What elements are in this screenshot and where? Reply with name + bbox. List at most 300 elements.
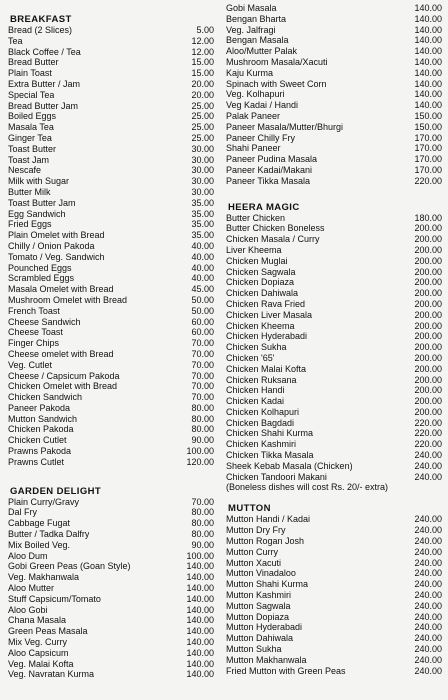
menu-item-price: 70.00 <box>191 338 214 349</box>
menu-item <box>8 219 214 230</box>
heera-magic-items <box>226 213 442 483</box>
menu-item-name: Plain Curry/Gravy <box>8 496 80 507</box>
menu-item <box>8 47 214 58</box>
menu-item <box>8 317 214 328</box>
menu-item <box>226 644 442 655</box>
menu-item-price: 140.00 <box>186 604 214 615</box>
menu-item-name: Mutton Sagwala <box>226 600 291 611</box>
menu-item <box>226 375 442 386</box>
menu-item <box>8 349 214 360</box>
menu-item-name: Veg. Navratan Kurma <box>8 669 95 680</box>
menu-item <box>8 338 214 349</box>
menu-item <box>8 273 214 284</box>
menu-item-name: Butter Milk <box>8 186 51 197</box>
menu-item-name: Mushroom Masala/Xacuti <box>226 56 328 67</box>
menu-item <box>226 165 442 176</box>
menu-item-price: 30.00 <box>191 176 214 187</box>
menu-item-price: 140.00 <box>186 637 214 648</box>
menu-item <box>226 46 442 57</box>
menu-item <box>226 612 442 623</box>
menu-item-price: 200.00 <box>414 396 442 407</box>
menu-item-name: Kaju Kurma <box>226 67 274 78</box>
menu-item-name: Mutton Kashmiri <box>226 590 292 601</box>
menu-item-price: 140.00 <box>186 647 214 658</box>
menu-item-name: Paneer Pakoda <box>8 402 71 413</box>
menu-item <box>226 267 442 278</box>
menu-item-price: 30.00 <box>191 165 214 176</box>
menu-item <box>226 256 442 267</box>
menu-item <box>226 234 442 245</box>
menu-item-price: 40.00 <box>191 262 214 273</box>
menu-item-name: Nescafe <box>8 165 42 176</box>
menu-item-name: Paneer Pudina Masala <box>226 154 318 165</box>
menu-item-name: Bread (2 Slices) <box>8 25 73 35</box>
menu-item <box>8 155 214 166</box>
menu-item-price: 240.00 <box>414 665 442 676</box>
menu-item-price: 150.00 <box>414 121 442 132</box>
menu-item-price: 15.00 <box>191 57 214 68</box>
menu-item-price: 140.00 <box>186 669 214 680</box>
menu-item-price: 40.00 <box>191 273 214 284</box>
menu-item-price: 140.00 <box>414 24 442 35</box>
menu-item-price: 170.00 <box>414 132 442 143</box>
menu-item <box>8 605 214 616</box>
menu-item <box>8 176 214 187</box>
menu-item <box>8 68 214 79</box>
menu-item-price: 60.00 <box>191 327 214 338</box>
menu-item <box>8 79 214 90</box>
menu-item <box>8 36 214 47</box>
menu-item-name: Bread Butter Jam <box>8 100 79 111</box>
menu-item <box>8 25 214 36</box>
menu-item <box>226 57 442 68</box>
menu-item-name: Mutton Makhanwala <box>226 654 307 665</box>
garden-delight-items <box>8 497 214 681</box>
menu-item-price: 60.00 <box>191 316 214 327</box>
menu-item-name: Aloo Dum <box>8 550 48 561</box>
menu-item-price: 25.00 <box>191 100 214 111</box>
menu-item-name: Black Coffee / Tea <box>8 46 81 57</box>
menu-item <box>8 360 214 371</box>
menu-item <box>8 187 214 198</box>
menu-item-name: Chicken Sagwala <box>226 266 296 277</box>
menu-item-name: Chicken Muglai <box>226 255 288 266</box>
menu-item-name: Veg. Malai Kofta <box>8 658 74 669</box>
menu-item <box>8 648 214 659</box>
menu-item-price: 80.00 <box>191 529 214 540</box>
menu-item-name: Finger Chips <box>8 338 60 349</box>
menu-item <box>8 615 214 626</box>
menu-item <box>8 594 214 605</box>
menu-item-name: Veg. Cutlet <box>8 359 53 370</box>
menu-item-price: 150.00 <box>414 110 442 121</box>
menu-column-right <box>226 0 442 676</box>
menu-item <box>226 89 442 100</box>
menu-item-price: 40.00 <box>191 240 214 251</box>
menu-item-name: Mix Veg. Curry <box>8 637 68 648</box>
menu-item-name: Aloo Capsicum <box>8 647 69 658</box>
menu-item-price: 140.00 <box>414 35 442 46</box>
menu-item-price: 140.00 <box>414 3 442 13</box>
menu-item-price: 50.00 <box>191 305 214 316</box>
menu-item-price: 140.00 <box>186 658 214 669</box>
menu-column-left <box>8 0 214 680</box>
menu-item-name: Chicken Shahi Kurma <box>226 428 314 439</box>
menu-item-name: Extra Butter / Jam <box>8 78 81 89</box>
menu-item-price: 240.00 <box>414 590 442 601</box>
menu-item-price: 35.00 <box>191 197 214 208</box>
menu-item <box>8 497 214 508</box>
menu-item-price: 240.00 <box>414 622 442 633</box>
menu-item-name: Chicken Tandoori Makani <box>226 471 327 482</box>
menu-item <box>226 122 442 133</box>
menu-item <box>226 143 442 154</box>
mutton-items <box>226 514 442 676</box>
menu-item-name: Chicken Masala / Curry <box>226 234 320 245</box>
menu-item <box>226 331 442 342</box>
menu-item-name: Cheese / Capsicum Pakoda <box>8 370 120 381</box>
menu-item-name: Plain Toast <box>8 68 52 79</box>
menu-item-price: 80.00 <box>191 413 214 424</box>
menu-item-name: Shahi Paneer <box>226 143 281 154</box>
menu-item-price: 240.00 <box>414 557 442 568</box>
menu-item-price: 140.00 <box>414 100 442 111</box>
menu-item <box>226 68 442 79</box>
menu-item-price: 120.00 <box>186 456 214 467</box>
menu-item-price: 140.00 <box>186 583 214 594</box>
menu-item <box>226 25 442 36</box>
menu-item-price: 30.00 <box>191 143 214 154</box>
menu-item-name: Tomato / Veg. Sandwich <box>8 251 105 262</box>
menu-item-price: 35.00 <box>191 208 214 219</box>
menu-item <box>226 633 442 644</box>
menu-item-name: Mutton Sandwich <box>8 413 78 424</box>
menu-item <box>8 241 214 252</box>
menu-item-price: 170.00 <box>414 164 442 175</box>
menu-item <box>226 655 442 666</box>
menu-item-name: Green Peas Masala <box>8 626 88 637</box>
menu-item <box>226 461 442 472</box>
menu-item <box>8 165 214 176</box>
menu-item <box>8 198 214 209</box>
menu-item <box>8 133 214 144</box>
menu-item-name: Gobi Green Peas (Goan Style) <box>8 561 131 572</box>
menu-item-name: Prawns Cutlet <box>8 456 65 467</box>
menu-item <box>226 439 442 450</box>
menu-item <box>226 154 442 165</box>
menu-item <box>226 601 442 612</box>
menu-item-price: 70.00 <box>191 496 214 507</box>
menu-item-price: 200.00 <box>414 374 442 385</box>
menu-item <box>226 472 442 483</box>
menu-item-name: Fried Eggs <box>8 219 52 230</box>
menu-item <box>226 245 442 256</box>
menu-item <box>226 321 442 332</box>
menu-item-name: Butter Chicken Boneless <box>226 223 325 234</box>
menu-item-name: Boiled Eggs <box>8 111 57 122</box>
menu-item <box>8 637 214 648</box>
menu-item-name: Egg Sandwich <box>8 208 66 219</box>
menu-item-name: Veg. Jalfragi <box>226 24 276 35</box>
menu-item-price: 220.00 <box>414 439 442 450</box>
menu-item-price: 90.00 <box>191 435 214 446</box>
menu-item-price: 140.00 <box>414 89 442 100</box>
menu-item-price: 240.00 <box>414 514 442 525</box>
menu-item-price: 240.00 <box>414 579 442 590</box>
menu-item-name: Chicken Sandwich <box>8 392 83 403</box>
menu-item-name: Aloo/Mutter Palak <box>226 46 298 57</box>
menu-item-name: Mutton Dopiaza <box>226 611 290 622</box>
menu-item <box>226 79 442 90</box>
menu-item-name: French Toast <box>8 305 60 316</box>
section-title-mutton: MUTTON <box>228 503 271 515</box>
menu-item-price: 35.00 <box>191 230 214 241</box>
menu-item-name: Toast Butter <box>8 143 57 154</box>
menu-item-price: 200.00 <box>414 320 442 331</box>
menu-item-price: 80.00 <box>191 518 214 529</box>
menu-item-price: 25.00 <box>191 111 214 122</box>
menu-item-name: Bengan Masala <box>226 35 289 46</box>
menu-item-price: 140.00 <box>186 593 214 604</box>
menu-item <box>226 14 442 25</box>
menu-item <box>226 536 442 547</box>
menu-item-name: Chicken Kheema <box>226 320 295 331</box>
menu-item-price: 200.00 <box>414 385 442 396</box>
menu-item <box>8 327 214 338</box>
menu-item <box>226 514 442 525</box>
menu-item <box>8 583 214 594</box>
menu-item-name: Chicken Ruksana <box>226 374 297 385</box>
menu-item <box>8 551 214 562</box>
menu-item-name: Cheese Toast <box>8 327 63 338</box>
menu-item-name: Chicken Sukha <box>226 342 287 353</box>
menu-item <box>8 659 214 670</box>
menu-item <box>8 381 214 392</box>
menu-item <box>8 572 214 583</box>
menu-item-name: Chicken Hyderabadi <box>226 331 308 342</box>
menu-item <box>226 35 442 46</box>
menu-item-price: 200.00 <box>414 288 442 299</box>
menu-item-name: Masala Tea <box>8 122 54 133</box>
menu-item-price: 140.00 <box>186 561 214 572</box>
menu-item-name: Gobi Masala <box>226 3 277 13</box>
menu-item-price: 140.00 <box>186 572 214 583</box>
menu-item <box>8 392 214 403</box>
menu-item <box>8 295 214 306</box>
menu-item-name: Ginger Tea <box>8 132 52 143</box>
menu-item <box>226 133 442 144</box>
menu-item <box>8 306 214 317</box>
menu-item-price: 240.00 <box>414 568 442 579</box>
menu-item-name: Mutton Handi / Kadai <box>226 514 311 525</box>
menu-item-name: Paneer Chilly Fry <box>226 132 296 143</box>
menu-item <box>8 561 214 572</box>
menu-item <box>226 223 442 234</box>
menu-item-price: 90.00 <box>191 539 214 550</box>
menu-item-name: Chicken Rava Fried <box>226 298 306 309</box>
menu-item <box>226 111 442 122</box>
menu-item-price: 70.00 <box>191 348 214 359</box>
menu-item-name: Mutton Sukha <box>226 644 282 655</box>
menu-item-name: Bread Butter <box>8 57 59 68</box>
menu-item <box>8 371 214 382</box>
menu-item-price: 240.00 <box>414 450 442 461</box>
menu-item-price: 200.00 <box>414 298 442 309</box>
menu-item-price: 240.00 <box>414 546 442 557</box>
menu-item-name: Spinach with Sweet Corn <box>226 78 327 89</box>
menu-item <box>226 579 442 590</box>
menu-item-price: 80.00 <box>191 507 214 518</box>
menu-item-price: 45.00 <box>191 284 214 295</box>
menu-item-price: 200.00 <box>414 331 442 342</box>
menu-item-name: Stuff Capsicum/Tomato <box>8 593 101 604</box>
menu-item-name: Tea <box>8 35 23 46</box>
menu-item-name: Chicken Kashmiri <box>226 439 297 450</box>
menu-item <box>226 407 442 418</box>
menu-item-name: Pounched Eggs <box>8 262 72 273</box>
menu-item-name: Mutton Curry <box>226 546 279 557</box>
menu-item-name: Chicken Handi <box>226 385 285 396</box>
menu-item-price: 240.00 <box>414 654 442 665</box>
menu-item-name: Liver Kheema <box>226 244 282 255</box>
menu-item-price: 5.00 <box>196 25 214 35</box>
menu-item-price: 140.00 <box>414 46 442 57</box>
menu-item <box>226 288 442 299</box>
menu-item-name: Mutton Shahi Kurma <box>226 579 309 590</box>
menu-item-name: Chicken Liver Masala <box>226 309 313 320</box>
menu-item <box>8 284 214 295</box>
menu-item-name: Mutton Dry Fry <box>226 525 286 536</box>
menu-item-price: 140.00 <box>186 626 214 637</box>
menu-item-price: 70.00 <box>191 392 214 403</box>
menu-item-price: 25.00 <box>191 132 214 143</box>
menu-item <box>8 446 214 457</box>
menu-item-name: Fried Mutton with Green Peas <box>226 665 346 676</box>
menu-item-price: 200.00 <box>414 309 442 320</box>
menu-item <box>8 403 214 414</box>
menu-item <box>8 540 214 551</box>
menu-item <box>8 122 214 133</box>
menu-item-price: 200.00 <box>414 277 442 288</box>
menu-item-name: Chicken Cutlet <box>8 435 67 446</box>
menu-item <box>8 263 214 274</box>
menu-item-price: 220.00 <box>414 428 442 439</box>
menu-item-name: Chana Masala <box>8 615 67 626</box>
menu-item <box>226 396 442 407</box>
menu-item <box>8 507 214 518</box>
menu-item-price: 70.00 <box>191 359 214 370</box>
menu-item <box>226 590 442 601</box>
menu-item <box>226 385 442 396</box>
menu-item <box>226 450 442 461</box>
menu-item-name: Chicken Kadai <box>226 396 285 407</box>
menu-item-price: 200.00 <box>414 406 442 417</box>
vegetarian-continued-items <box>226 3 442 187</box>
menu-item-price: 35.00 <box>191 219 214 230</box>
menu-item-price: 140.00 <box>414 78 442 89</box>
menu-item-price: 240.00 <box>414 536 442 547</box>
menu-item <box>8 626 214 637</box>
menu-item <box>226 558 442 569</box>
menu-item-price: 12.00 <box>191 46 214 57</box>
menu-item-price: 100.00 <box>186 550 214 561</box>
menu-item <box>8 144 214 155</box>
menu-item-price: 20.00 <box>191 78 214 89</box>
menu-item-name: Cheese omelet with Bread <box>8 348 114 359</box>
menu-item <box>8 424 214 435</box>
menu-item <box>226 353 442 364</box>
menu-item-name: Paneer Kadai/Makani <box>226 164 313 175</box>
menu-item-name: Dal Fry <box>8 507 37 518</box>
menu-item-price: 25.00 <box>191 122 214 133</box>
menu-item-name: Chicken Dahiwala <box>226 288 299 299</box>
menu-item <box>8 111 214 122</box>
section-title-breakfast: BREAKFAST <box>10 14 72 25</box>
menu-item-name: Toast Jam <box>8 154 50 165</box>
menu-item-price: 15.00 <box>191 68 214 79</box>
menu-item-name: Mutton Xacuti <box>226 557 282 568</box>
menu-item <box>226 277 442 288</box>
menu-item <box>226 418 442 429</box>
menu-item <box>226 364 442 375</box>
menu-item-price: 170.00 <box>414 154 442 165</box>
menu-item <box>226 568 442 579</box>
menu-item-price: 30.00 <box>191 154 214 165</box>
menu-item-name: Chicken Omelet with Bread <box>8 381 118 392</box>
menu-item <box>226 622 442 633</box>
menu-item-name: Veg. Kolhapuri <box>226 89 285 100</box>
menu-item-price: 30.00 <box>191 186 214 197</box>
menu-item-price: 170.00 <box>414 143 442 154</box>
menu-item-name: Special Tea <box>8 89 55 100</box>
menu-item-price: 240.00 <box>414 525 442 536</box>
menu-item-price: 200.00 <box>414 342 442 353</box>
menu-item-name: Aloo Gobi <box>8 604 48 615</box>
menu-item-price: 240.00 <box>414 633 442 644</box>
menu-item-price: 180.00 <box>414 212 442 223</box>
breakfast-items <box>8 25 214 468</box>
menu-item-name: Chicken Dopiaza <box>226 277 295 288</box>
menu-item-price: 240.00 <box>414 460 442 471</box>
menu-item <box>226 176 442 187</box>
menu-item-name: Mutton Hyderabadi <box>226 622 303 633</box>
menu-item-price: 240.00 <box>414 471 442 482</box>
menu-item-price: 200.00 <box>414 234 442 245</box>
section-title-garden-delight: GARDEN DELIGHT <box>10 485 102 497</box>
menu-item-price: 240.00 <box>414 644 442 655</box>
menu-item-price: 220.00 <box>414 417 442 428</box>
menu-item-name: Masala Omelet with Bread <box>8 284 114 295</box>
menu-item-name: Paneer Tikka Masala <box>226 175 311 186</box>
menu-item <box>226 666 442 677</box>
menu-item <box>8 252 214 263</box>
menu-item-price: 200.00 <box>414 223 442 234</box>
menu-item-price: 200.00 <box>414 352 442 363</box>
menu-item-price: 80.00 <box>191 424 214 435</box>
menu-item-name: Chicken Kolhapuri <box>226 406 300 417</box>
menu-item-name: Mutton Vinadaloo <box>226 568 296 579</box>
menu-item-name: Cabbage Fugat <box>8 518 71 529</box>
menu-item-name: Mix Boiled Veg. <box>8 539 71 550</box>
menu-item <box>8 414 214 425</box>
menu-item <box>8 457 214 468</box>
menu-item-name: Prawns Pakoda <box>8 446 72 457</box>
menu-item-price: 200.00 <box>414 363 442 374</box>
menu-item-name: Paneer Masala/Mutter/Bhurgi <box>226 121 344 132</box>
menu-item <box>226 3 442 14</box>
menu-item-price: 80.00 <box>191 402 214 413</box>
menu-item <box>226 299 442 310</box>
